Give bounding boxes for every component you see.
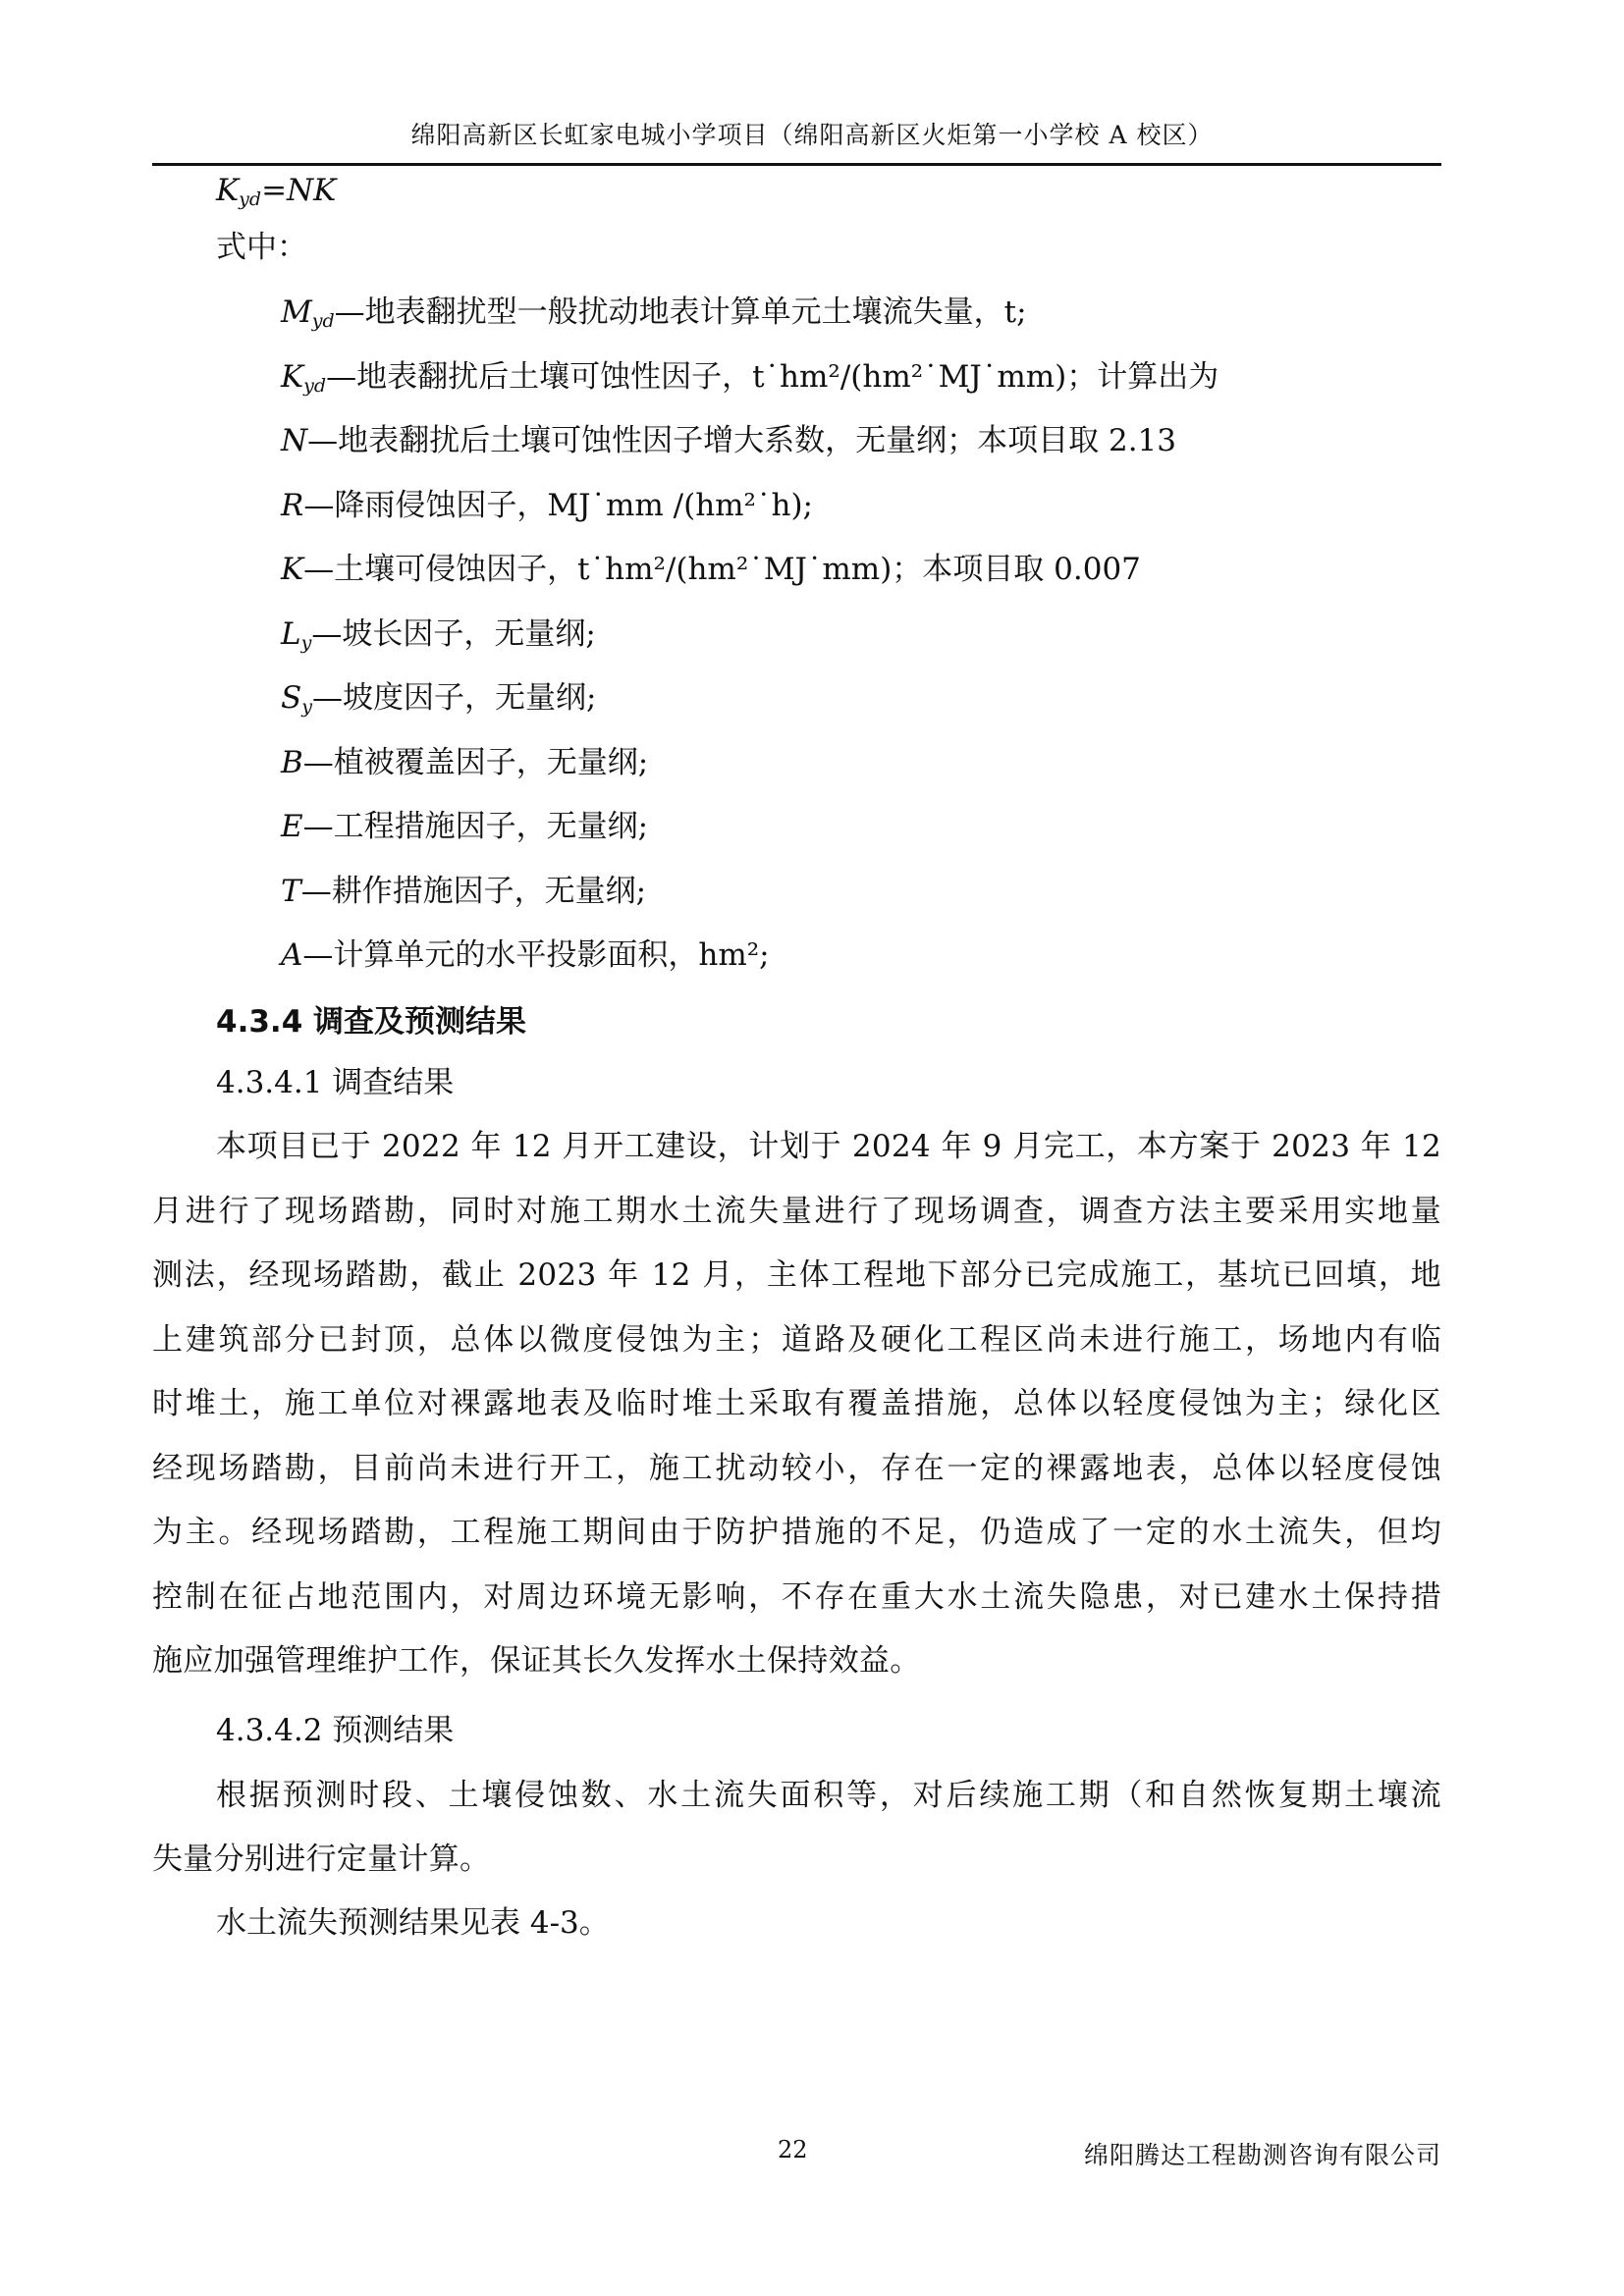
- paragraph-table-reference: 水土流失预测结果见表 4-3。: [216, 1905, 610, 1941]
- definition-item: [281, 935, 770, 975]
- definition-subscript: yd: [303, 375, 327, 397]
- definition-text: —坡长因子，无量纲;: [311, 616, 596, 652]
- definition-symbol: K: [281, 552, 304, 587]
- definition-text: —地表翻扰型一般扰动地表计算单元土壤流失量，t;: [334, 294, 1027, 330]
- formula-line: [216, 171, 336, 210]
- running-header: 绵阳高新区长虹家电城小学项目（绵阳高新区火炬第一小学校 A 校区）: [410, 121, 1214, 149]
- paragraph-line: 月进行了现场踏勘，同时对施工期水土流失量进行了现场调查，调查方法主要采用实地量: [152, 1194, 1441, 1229]
- subsection-survey-results: 4.3.4.1 调查结果: [216, 1065, 455, 1100]
- definition-text: —降雨侵蚀因子，MJ˙mm /(hm²˙h);: [303, 488, 813, 523]
- definition-symbol: B: [281, 745, 303, 780]
- definition-subscript: y: [300, 632, 312, 654]
- definition-symbol: T: [281, 874, 301, 909]
- paragraph-line: 为主。经现场踏勘，工程施工期间由于防护措施的不足，仍造成了一定的水土流失，但均: [152, 1515, 1441, 1550]
- definition-text: —耕作措施因子，无量纲;: [300, 874, 647, 909]
- definition-item: [281, 678, 596, 718]
- formula-rhs: =NK: [261, 173, 337, 208]
- definition-text: —坡度因子，无量纲;: [311, 680, 597, 716]
- section-heading: 4.3.4 调查及预测结果: [216, 1004, 527, 1040]
- formula-lhs: K: [216, 173, 240, 208]
- definition-item: [281, 421, 1176, 460]
- definition-symbol: E: [281, 809, 303, 844]
- definition-item: [281, 807, 648, 846]
- definition-text: —地表翻扰后土壤可蚀性因子增大系数，无量纲；本项目取 2.13: [307, 423, 1176, 458]
- definition-item: [281, 486, 813, 525]
- paragraph-line: 施应加强管理维护工作，保证其长久发挥水土保持效益。: [152, 1643, 921, 1679]
- where-label: 式中：: [216, 230, 307, 265]
- definition-symbol: N: [281, 423, 308, 458]
- definition-text: —地表翻扰后土壤可蚀性因子，t˙hm²/(hm²˙MJ˙mm)；计算出为: [326, 359, 1219, 395]
- definition-item: [281, 743, 648, 782]
- paragraph-line: 失量分别进行定量计算。: [152, 1842, 491, 1877]
- paragraph-line: 测法，经现场踏勘，截止 2023 年 12 月，主体工程地下部分已完成施工，基坑已回填，地: [152, 1257, 1441, 1293]
- definition-item: [281, 357, 1218, 397]
- footer-company: 绵阳腾达工程勘测咨询有限公司: [1083, 2141, 1441, 2169]
- definition-text: —工程措施因子，无量纲;: [302, 809, 649, 844]
- header-rule: [152, 163, 1441, 166]
- definition-symbol: M: [281, 294, 312, 330]
- definition-item: [281, 293, 1027, 332]
- paragraph-line: 经现场踏勘，目前尚未进行开工，施工扰动较小，存在一定的裸露地表，总体以轻度侵蚀: [152, 1451, 1441, 1486]
- definition-text: —计算单元的水平投影面积，hm²;: [302, 937, 770, 973]
- definition-item: [281, 550, 1141, 589]
- formula-lhs-sub: yd: [239, 188, 262, 210]
- definition-text: —植被覆盖因子，无量纲;: [302, 745, 649, 780]
- paragraph-line: 本项目已于 2022 年 12 月开工建设，计划于 2024 年 9 月完工，本方案于 2023 年 12: [216, 1129, 1441, 1164]
- definition-symbol: L: [281, 616, 301, 652]
- definition-symbol: R: [281, 488, 304, 523]
- paragraph-line: 时堆土，施工单位对裸露地表及临时堆土采取有覆盖措施，总体以轻度侵蚀为主；绿化区: [152, 1386, 1441, 1421]
- definition-item: [281, 872, 646, 911]
- subsection-prediction-results: 4.3.4.2 预测结果: [216, 1713, 455, 1748]
- page-number: 22: [778, 2136, 808, 2163]
- definition-symbol: A: [281, 937, 303, 973]
- definition-symbol: S: [281, 680, 302, 716]
- paragraph-line: 上建筑部分已封顶，总体以微度侵蚀为主；道路及硬化工程区尚未进行施工，场地内有临: [152, 1322, 1441, 1358]
- paragraph-line: 控制在征占地范围内，对周边环境无影响，不存在重大水土流失隐患，对已建水土保持措: [152, 1579, 1441, 1615]
- definition-text: —土壤可侵蚀因子，t˙hm²/(hm²˙MJ˙mm)；本项目取 0.007: [303, 552, 1141, 587]
- definition-subscript: y: [301, 696, 312, 718]
- definition-subscript: yd: [311, 310, 335, 332]
- definition-symbol: K: [281, 359, 304, 395]
- definition-item: [281, 614, 596, 654]
- paragraph-line: 根据预测时段、土壤侵蚀数、水土流失面积等，对后续施工期（和自然恢复期土壤流: [216, 1778, 1441, 1813]
